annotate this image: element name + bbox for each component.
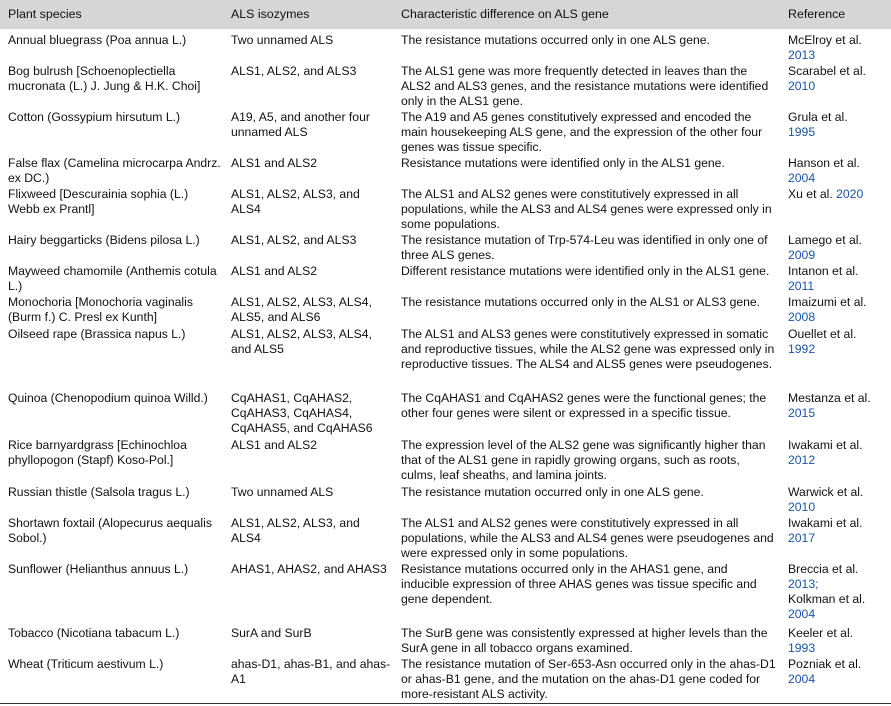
reference-cell: [788, 516, 888, 546]
ref-author: Ouellet et al.: [788, 327, 857, 341]
ref-year-link[interactable]: 2015: [788, 406, 816, 420]
difference-cell: The expression level of the ALS2 gene was significantly higher than that of the ALS1 gene in rapidly growing organs, such as roots, culms, leaf sheaths, and lamina joints.: [401, 438, 766, 482]
difference-cell: The resistance mutation of Ser-653-Asn occurred only in the ahas-D1 or ahas-B1 gene, and the mutation on the ahas-D1 gene coded for more-resistant ALS activity.: [401, 657, 776, 701]
ref-author: McElroy et al.: [788, 33, 862, 47]
table-header: [0, 0, 891, 29]
isozymes-cell: ahas-D1, ahas-B1, and ahas-A1: [231, 657, 391, 686]
isozymes-cell: Two unnamed ALS: [231, 485, 334, 499]
ref-author: Warwick et al.: [788, 485, 864, 499]
isozymes-cell: A19, A5, and another four unnamed ALS: [231, 110, 370, 139]
ref-year-link[interactable]: 2020: [836, 187, 864, 201]
isozymes-cell: SurA and SurB: [231, 626, 312, 640]
species-cell: Bog bulrush [Schoenoplectiella mucronata (L.) J. Jung & H.K. Choi]: [8, 64, 201, 93]
ref-year-link[interactable]: 1993: [788, 641, 816, 655]
ref-year-link[interactable]: 1992: [788, 342, 816, 356]
reference-cell: [788, 327, 888, 357]
species-cell: Russian thistle (Salsola tragus L.): [8, 485, 190, 499]
isozymes-cell: ALS1, ALS2, and ALS3: [231, 64, 357, 78]
species-cell: Hairy beggarticks (Bidens pilosa L.): [8, 233, 200, 247]
ref-year-link[interactable]: 2009: [788, 248, 816, 262]
species-cell: Tobacco (Nicotiana tabacum L.): [8, 626, 180, 640]
ref-author: Imaizumi et al.: [788, 295, 867, 309]
difference-cell: The ALS1 gene was more frequently detected in leaves than the ALS2 and ALS3 genes, and the resistance mutations were identified only in the ALS1 gene.: [401, 64, 769, 108]
header-reference: Reference: [788, 7, 846, 21]
isozymes-cell: ALS1 and ALS2: [231, 156, 318, 170]
reference-cell: [788, 264, 888, 294]
reference-cell: [788, 33, 888, 63]
difference-cell: The ALS1 and ALS3 genes were constitutively expressed in somatic and reproductive tissues, while the ALS2 gene was expressed only in reproductive tissues. The ALS4 and ALS5 genes were pseudogenes.: [401, 327, 775, 371]
species-cell: Cotton (Gossypium hirsutum L.): [8, 110, 181, 124]
header-characteristic-difference: Characteristic difference on ALS gene: [401, 7, 609, 21]
reference-cell: [788, 657, 888, 687]
isozymes-cell: ALS1, ALS2, and ALS3: [231, 233, 357, 247]
ref-year-link[interactable]: 2008: [788, 310, 816, 324]
species-cell: False flax (Camelina microcarpa Andrz. ex DC.): [8, 156, 221, 185]
ref-author: Iwakami et al.: [788, 438, 863, 452]
species-cell: Annual bluegrass (Poa annua L.): [8, 33, 187, 47]
reference-cell: [788, 64, 888, 94]
reference-cell: [788, 438, 888, 468]
reference-cell: [788, 187, 888, 202]
ref-author: Hanson et al.: [788, 156, 860, 170]
ref-year-link[interactable]: 2004: [788, 672, 816, 686]
ref-year-link[interactable]: 2013: [788, 48, 816, 62]
isozymes-cell: ALS1, ALS2, ALS3, ALS4, ALS5, and ALS6: [231, 295, 372, 324]
ref-year-link[interactable]: 2017: [788, 531, 816, 545]
ref-author-2: Kolkman et al.: [788, 592, 866, 606]
isozymes-cell: CqAHAS1, CqAHAS2, CqAHAS3, CqAHAS4, CqAHAS5, and CqAHAS6: [231, 391, 373, 435]
difference-cell: Resistance mutations occurred only in the AHAS1 gene, and inducible expression of three AHAS genes was tissue specific and gene dependent.: [401, 562, 757, 606]
reference-cell: [788, 156, 888, 186]
difference-cell: The resistance mutation of Trp-574-Leu was identified in only one of three ALS genes.: [401, 233, 768, 262]
ref-author: Grula et al.: [788, 110, 848, 124]
reference-cell: [788, 391, 888, 421]
reference-cell: [788, 485, 888, 515]
species-cell: Flixweed [Descurainia sophia (L.) Webb ex Prantl]: [8, 187, 189, 216]
isozymes-cell: ALS1 and ALS2: [231, 264, 318, 278]
isozymes-cell: Two unnamed ALS: [231, 33, 334, 47]
ref-author: Xu et al.: [788, 187, 833, 201]
difference-cell: The resistance mutations occurred only in one ALS gene.: [401, 33, 710, 47]
ref-year-link-2[interactable]: 2004: [788, 607, 816, 621]
ref-author: Breccia et al.: [788, 562, 859, 576]
reference-cell: [788, 233, 888, 263]
reference-cell: [788, 626, 888, 656]
isozymes-cell: ALS1, ALS2, ALS3, and ALS4: [231, 516, 360, 545]
ref-author: Scarabel et al.: [788, 64, 866, 78]
header-als-isozymes: ALS isozymes: [231, 7, 310, 21]
ref-author: Pozniak et al.: [788, 657, 862, 671]
species-cell: Monochoria [Monochoria vaginalis (Burm f.) C. Presl ex Kunth]: [8, 295, 193, 324]
species-cell: Mayweed chamomile (Anthemis cotula L.): [8, 264, 217, 293]
difference-cell: The A19 and A5 genes constitutively expressed and encoded the main housekeeping ALS gene, and the expression of the other four genes was tissue specific.: [401, 110, 763, 154]
species-cell: Quinoa (Chenopodium quinoa Willd.): [8, 391, 208, 405]
ref-year-link[interactable]: 2011: [788, 279, 815, 293]
ref-author: Iwakami et al.: [788, 516, 863, 530]
ref-year-link[interactable]: 2004: [788, 171, 816, 185]
ref-year-link[interactable]: 2012: [788, 453, 816, 467]
ref-year-link[interactable]: 1995: [788, 125, 816, 139]
ref-year-link[interactable]: 2010: [788, 500, 816, 514]
difference-cell: The SurB gene was consistently expressed at higher levels than the SurA gene in all tobacco organs examined.: [401, 626, 768, 655]
difference-cell: The resistance mutation occurred only in one ALS gene.: [401, 485, 704, 499]
ref-year-link[interactable]: 2010: [788, 79, 816, 93]
species-cell: Sunflower (Helianthus annuus L.): [8, 562, 189, 576]
ref-author: Lamego et al.: [788, 233, 862, 247]
difference-cell: The ALS1 and ALS2 genes were constitutively expressed in all populations, while the ALS3 and ALS4 genes were expressed only in some populations.: [401, 187, 772, 231]
isozymes-cell: AHAS1, AHAS2, and AHAS3: [231, 562, 387, 576]
species-cell: Oilseed rape (Brassica napus L.): [8, 327, 186, 341]
difference-cell: The ALS1 and ALS2 genes were constitutively expressed in all populations, while the ALS3 and ALS4 genes were pseudogenes and were expressed only in some populations.: [401, 516, 774, 560]
ref-author: Intanon et al.: [788, 264, 859, 278]
isozymes-cell: ALS1 and ALS2: [231, 438, 318, 452]
species-cell: Shortawn foxtail (Alopecurus aequalis Sobol.): [8, 516, 212, 545]
difference-cell: The CqAHAS1 and CqAHAS2 genes were the functional genes; the other four genes were silent or expressed in a specific tissue.: [401, 391, 767, 420]
reference-cell: [788, 110, 888, 140]
isozymes-cell: ALS1, ALS2, ALS3, ALS4, and ALS5: [231, 327, 372, 356]
difference-cell: The resistance mutations occurred only in the ALS1 or ALS3 gene.: [401, 295, 761, 309]
ref-author: Keeler et al.: [788, 626, 854, 640]
header-plant-species: Plant species: [8, 7, 82, 21]
difference-cell: Resistance mutations were identified only in the ALS1 gene.: [401, 156, 725, 170]
table-bottom-rule: [0, 703, 891, 704]
ref-year-link[interactable]: 2013;: [788, 577, 819, 591]
difference-cell: Different resistance mutations were identified only in the ALS1 gene.: [401, 264, 770, 278]
species-cell: Wheat (Triticum aestivum L.): [8, 657, 164, 671]
isozymes-cell: ALS1, ALS2, ALS3, and ALS4: [231, 187, 360, 216]
species-cell: Rice barnyardgrass [Echinochloa phyllopogon (Stapf) Koso-Pol.]: [8, 438, 187, 467]
reference-cell: [788, 562, 888, 622]
ref-author: Mestanza et al.: [788, 391, 871, 405]
reference-cell: [788, 295, 888, 325]
